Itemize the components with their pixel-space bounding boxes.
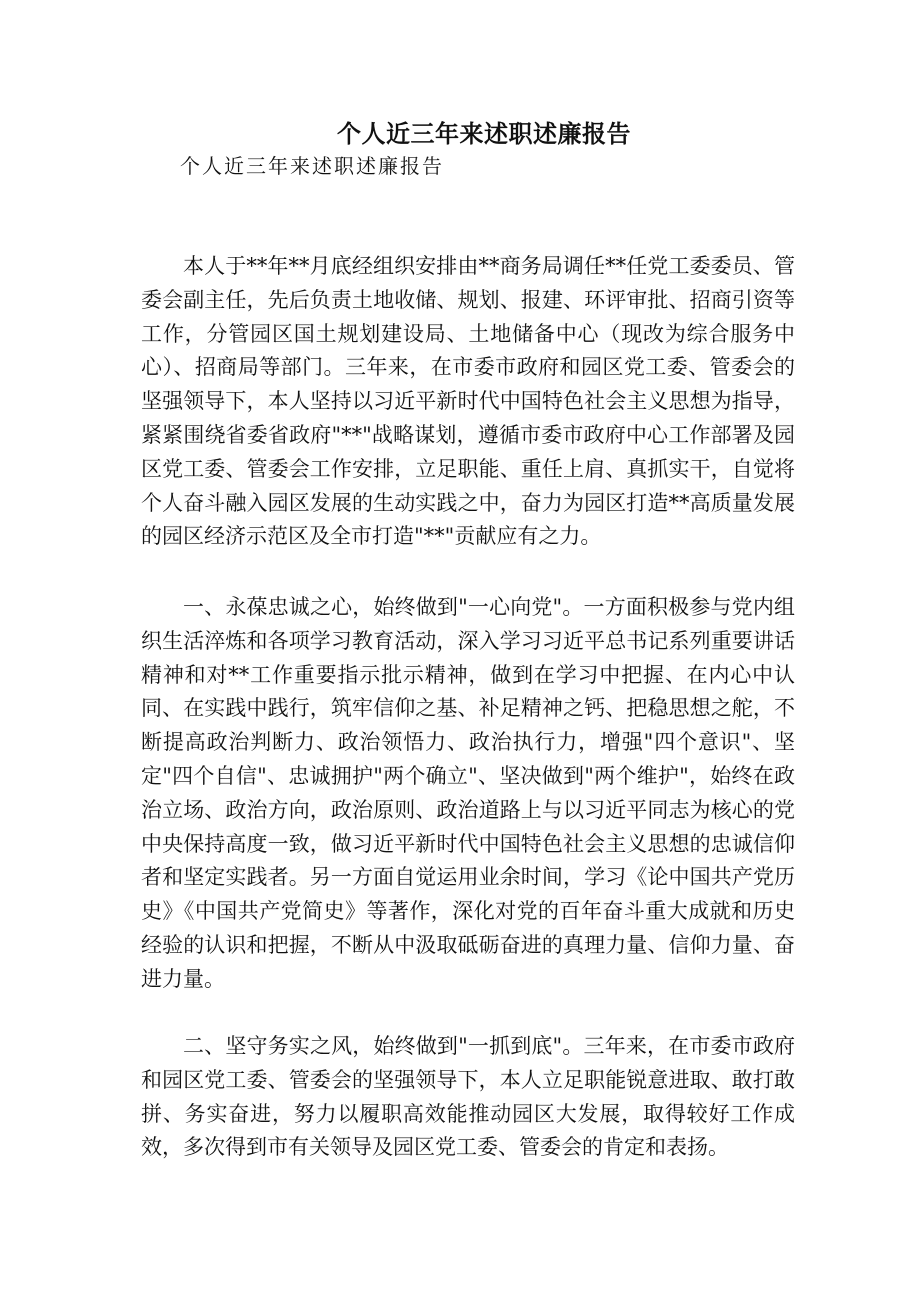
document-subtitle: 个人近三年来述职述廉报告 [180,154,444,178]
paragraph-section-1: 一、永葆忠诚之心，始终做到"一心向党"。一方面积极参与党内组织生活淬炼和各项学习教育活动，深入学习习近平总书记系列重要讲话精神和对**工作重要指示批示精神，做到在学习中把握、在内心中认同、在实践中践行，筑牢信仰之基、补足精神之钙、把稳思想之舵，不断提高政治判断力、政治领悟力、政治执行力，增强"四个意识"、坚定"四个自信"、忠诚拥护"两个确立"、坚决做到"两个维护"，始终在政治立场、政治方向，政治原则、政治道路上与以习近平同志为核心的党中央保持高度一致，做习近平新时代中国特色社会主义思想的忠诚信仰者和坚定实践者。另一方面自觉运用业余时间，学习《论中国共产党历史》《中国共产党简史》等著作，深化对党的百年奋斗重大成就和历史经验的认识和把握，不断从中汲取砥砺奋进的真理力量、信仰力量、奋进力量。 [141,595,795,991]
paragraph-section-2: 二、坚守务实之风，始终做到"一抓到底"。三年来，在市委市政府和园区党工委、管委会的坚强领导下，本人立足职能锐意进取、敢打敢拼、务实奋进，努力以履职高效能推动园区大发展，取得较好工作成效，多次得到市有关领导及园区党工委、管委会的肯定和表扬。 [141,1034,795,1160]
document-title: 个人近三年来述职述廉报告 [337,120,631,148]
paragraph-intro: 本人于**年**月底经组织安排由**商务局调任**任党工委委员、管委会副主任，先后负责土地收储、规划、报建、环评审批、招商引资等工作，分管园区国土规划建设局、土地储备中心（现改为综合服务中心）、招商局等部门。三年来，在市委市政府和园区党工委、管委会的坚强领导下，本人坚持以习近平新时代中国特色社会主义思想为指导，紧紧围绕省委省政府"**"战略谋划，遵循市委市政府中心工作部署及园区党工委、管委会工作安排，立足职能、重任上肩、真抓实干，自觉将个人奋斗融入园区发展的生动实践之中，奋力为园区打造**高质量发展的园区经济示范区及全市打造"**"贡献应有之力。 [141,254,795,549]
